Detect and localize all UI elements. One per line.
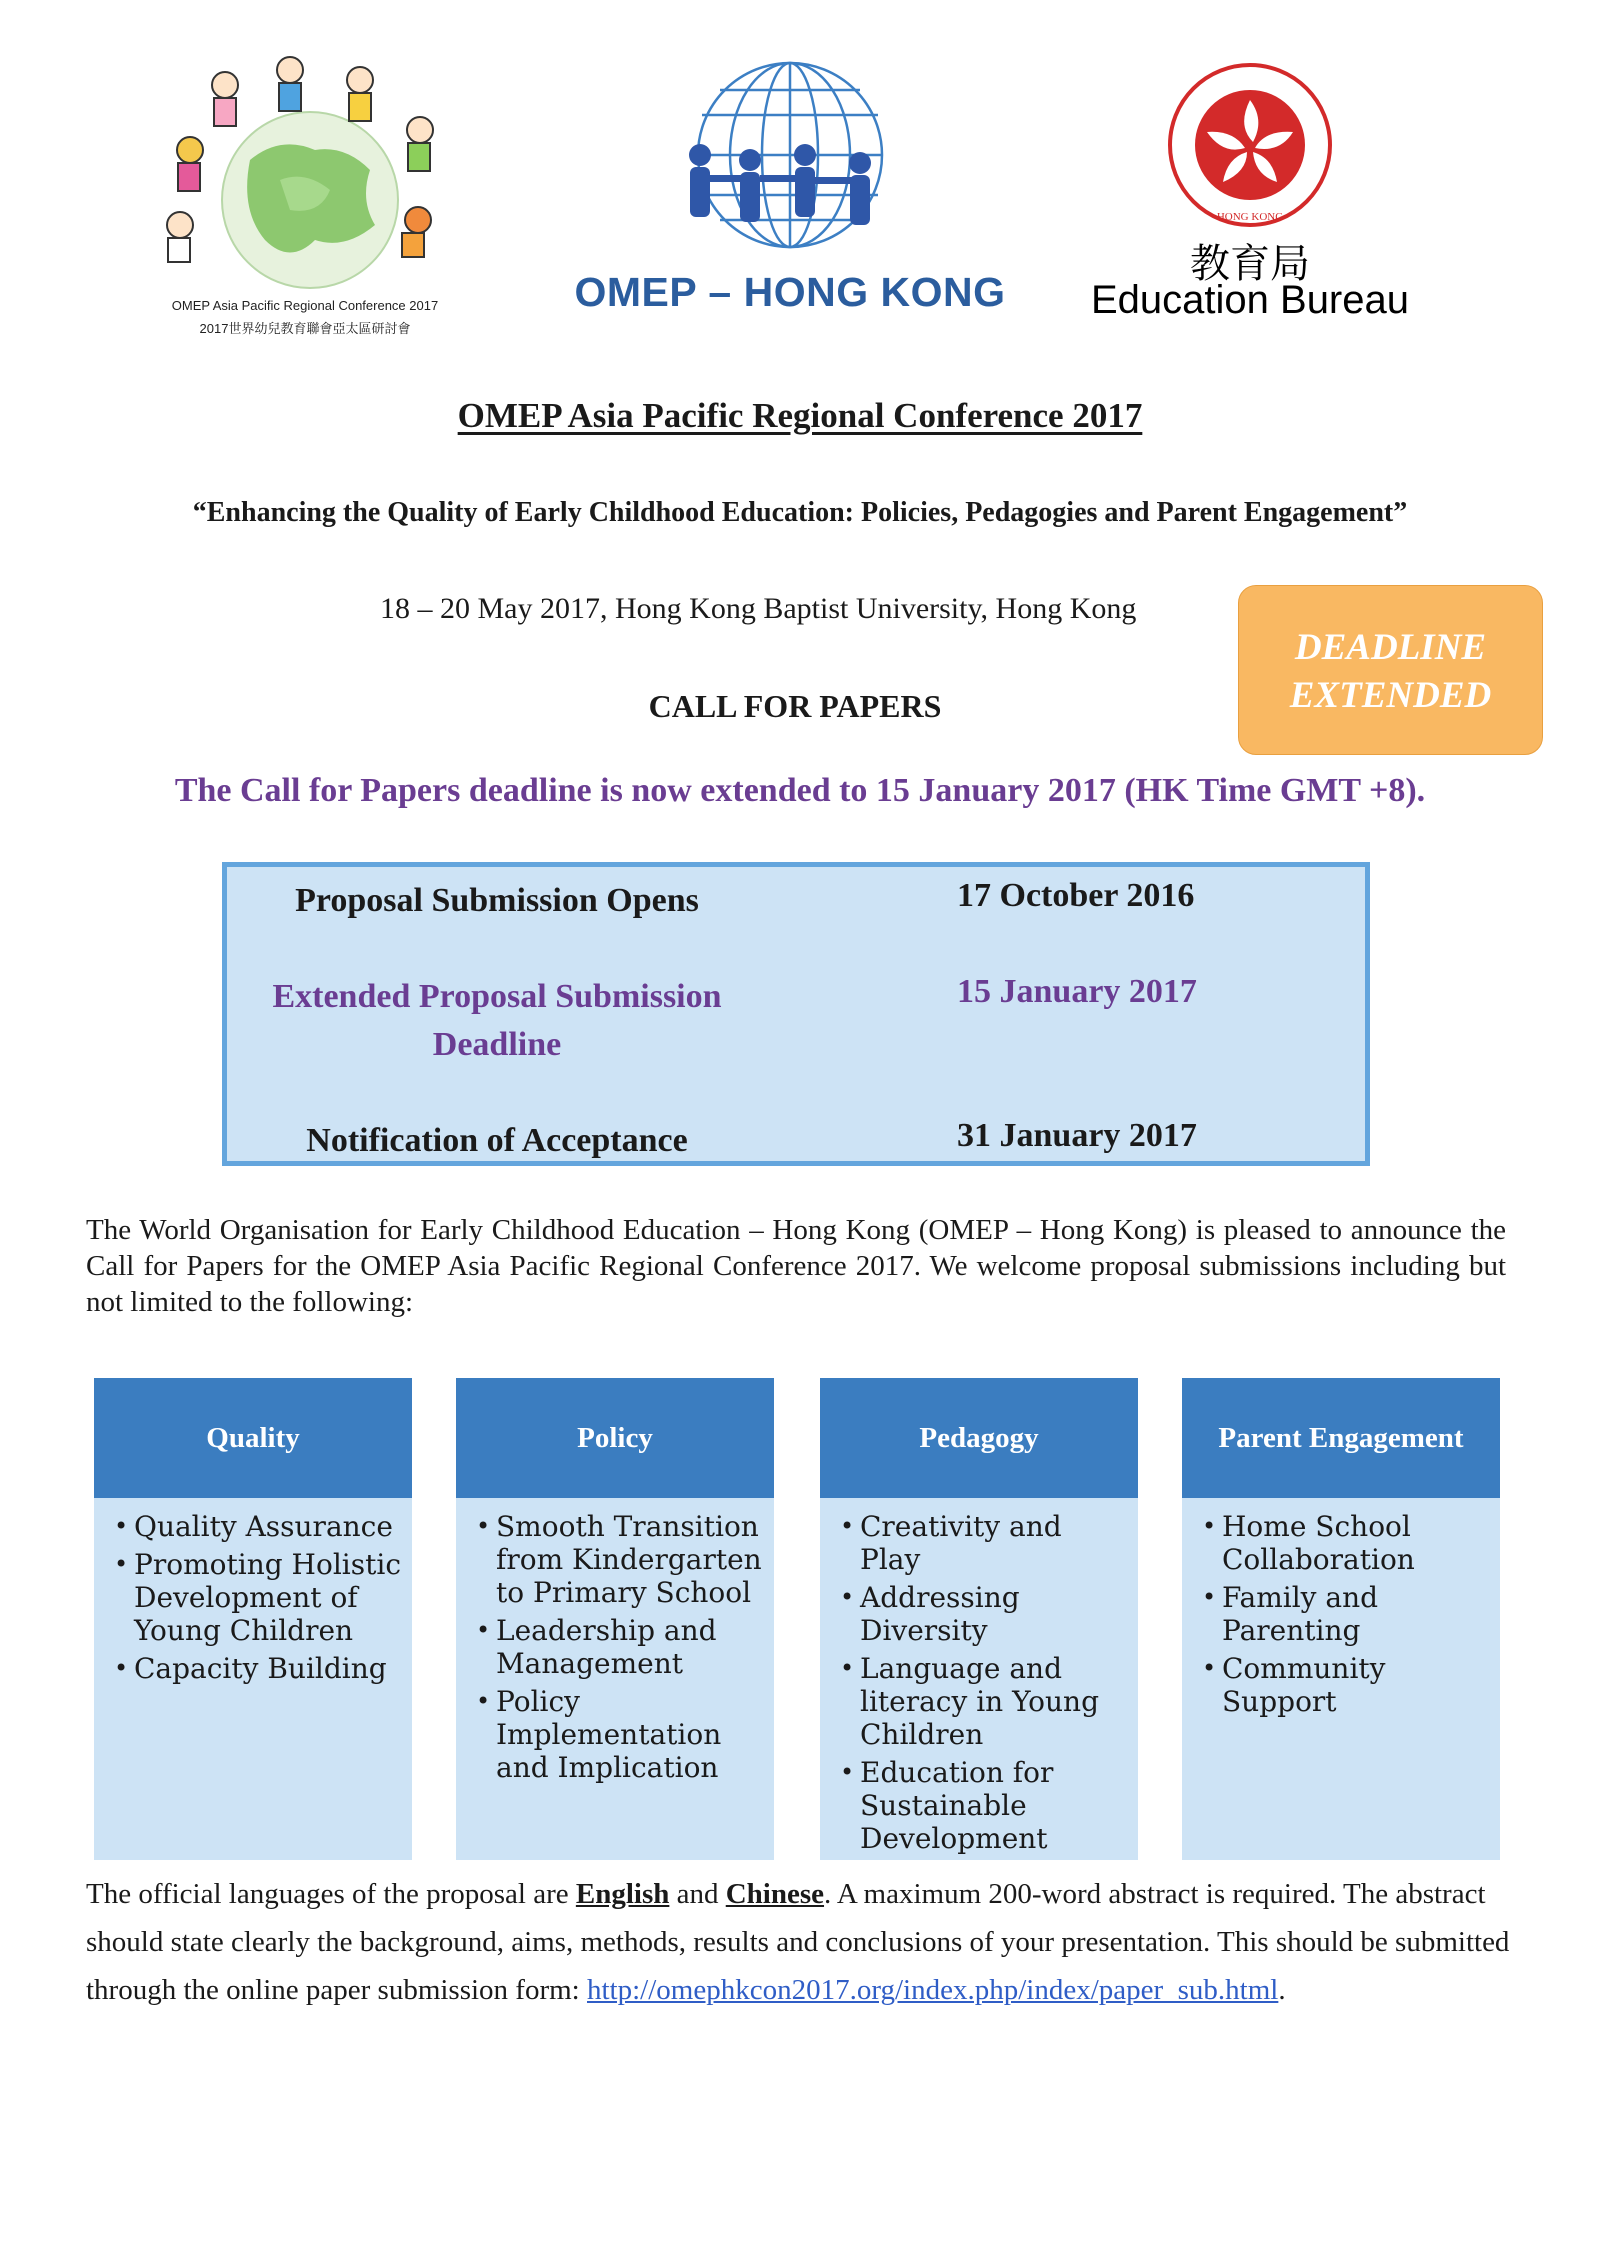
theme-item: • Family and Parenting bbox=[1202, 1581, 1492, 1647]
theme-item: • Education for Sustainable Development bbox=[840, 1756, 1130, 1855]
theme-column-policy bbox=[456, 1378, 774, 1860]
key-date-label: Proposal Submission Opens bbox=[295, 882, 699, 919]
theme-item: • Policy Implementation and Implication bbox=[476, 1685, 766, 1784]
language-english: English bbox=[575, 1878, 670, 1910]
key-date-label-line-1: Extended Proposal Submission bbox=[272, 978, 722, 1015]
theme-item: • Language and literacy in Young Children bbox=[840, 1652, 1130, 1751]
edb-name-en: Education Bureau bbox=[1090, 278, 1409, 322]
conference-logo-caption-en: OMEP Asia Pacific Regional Conference 2017 bbox=[171, 298, 439, 313]
edb-logo bbox=[1060, 60, 1440, 340]
submission-instructions bbox=[86, 1870, 1526, 2014]
key-date-label bbox=[267, 973, 727, 1069]
closing-text: The official languages of the proposal are bbox=[86, 1878, 576, 1910]
closing-text: . bbox=[1278, 1974, 1286, 2006]
theme-item: • Promoting Holistic Development of Young Children bbox=[114, 1548, 404, 1647]
theme-item: • Leadership and Management bbox=[476, 1614, 766, 1680]
key-date-value: 17 October 2016 bbox=[957, 877, 1195, 914]
conference-logo-caption-zh: 2017世界幼兒教育聯會亞太區研討會 bbox=[199, 321, 411, 336]
theme-heading: Policy bbox=[456, 1378, 774, 1498]
globe-children-icon bbox=[140, 50, 470, 295]
key-date-value: 31 January 2017 bbox=[957, 1117, 1197, 1154]
theme-heading: Quality bbox=[94, 1378, 412, 1498]
badge-line-1: DEADLINE bbox=[1294, 627, 1487, 668]
theme-item: • Home School Collaboration bbox=[1202, 1510, 1492, 1576]
omep-logo bbox=[560, 55, 1020, 335]
theme-list bbox=[94, 1498, 412, 1685]
theme-item: • Quality Assurance bbox=[114, 1510, 404, 1543]
theme-list bbox=[820, 1498, 1138, 1855]
seal-text: HONG KONG bbox=[1216, 211, 1284, 223]
conference-theme: “Enhancing the Quality of Early Childhood Education: Policies, Pedagogies and Parent Engagement” bbox=[192, 497, 1408, 528]
deadline-extended-badge bbox=[1238, 585, 1543, 755]
conference-title: OMEP Asia Pacific Regional Conference 2017 bbox=[457, 396, 1143, 435]
conference-dates-venue: 18 – 20 May 2017, Hong Kong Baptist University, Hong Kong bbox=[380, 592, 1137, 625]
theme-heading: Pedagogy bbox=[820, 1378, 1138, 1498]
theme-column-quality bbox=[94, 1378, 412, 1860]
key-dates-table bbox=[222, 862, 1370, 1166]
theme-item: • Addressing Diversity bbox=[840, 1581, 1130, 1647]
language-chinese: Chinese bbox=[725, 1878, 825, 1910]
intro-paragraph: The World Organisation for Early Childhood Education – Hong Kong (OMEP – Hong Kong) is pleased to announce the Call for Papers for the OMEP Asia Pacific Regional Conference 2017. We welcome proposal submissions including but not limited to the following: bbox=[86, 1214, 1506, 1318]
call-for-papers-heading: CALL FOR PAPERS bbox=[648, 688, 942, 724]
conference-logo bbox=[140, 50, 470, 350]
theme-list bbox=[456, 1498, 774, 1784]
theme-item: • Smooth Transition from Kindergarten to Primary School bbox=[476, 1510, 766, 1609]
theme-item: • Capacity Building bbox=[114, 1652, 404, 1685]
closing-text: and bbox=[669, 1878, 726, 1910]
key-date-label: Notification of Acceptance bbox=[306, 1122, 688, 1159]
globe-wireframe-icon bbox=[660, 55, 920, 255]
theme-column-pedagogy bbox=[820, 1378, 1138, 1860]
key-date-label-line-2: Deadline bbox=[432, 1026, 562, 1063]
deadline-extended-note: The Call for Papers deadline is now extended to 15 January 2017 (HK Time GMT +8). bbox=[174, 772, 1426, 809]
theme-item: • Creativity and Play bbox=[840, 1510, 1130, 1576]
edb-name-zh: 教育局 bbox=[1190, 241, 1310, 287]
theme-heading: Parent Engagement bbox=[1182, 1378, 1500, 1498]
theme-item: • Community Support bbox=[1202, 1652, 1492, 1718]
theme-column-parent-engagement bbox=[1182, 1378, 1500, 1860]
theme-list bbox=[1182, 1498, 1500, 1718]
closing-text: . A maximum 200-word abstract is required. The abstract should state clearly the background, aims, methods, results and conclusions of your presentation. This should be submitted through the online paper submission form: bbox=[86, 1878, 1510, 2006]
paper-submission-link[interactable]: http://omephkcon2017.org/index.php/index/paper_sub.html bbox=[587, 1974, 1279, 2006]
badge-line-2: EXTENDED bbox=[1289, 675, 1492, 716]
omep-name: OMEP – HONG KONG bbox=[574, 269, 1006, 315]
hong-kong-seal-icon bbox=[1165, 60, 1335, 230]
key-date-value: 15 January 2017 bbox=[957, 973, 1197, 1010]
